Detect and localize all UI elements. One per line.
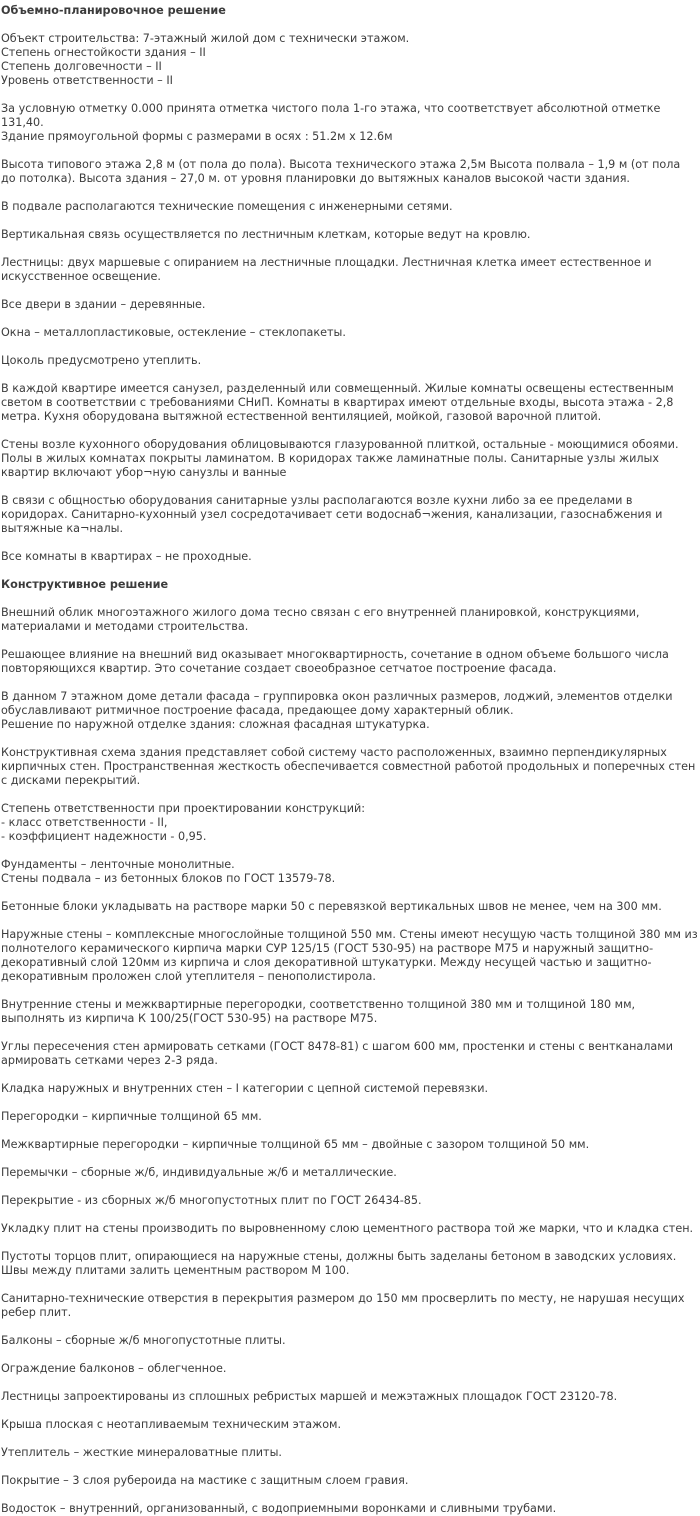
paragraph: Пустоты торцов плит, опирающиеся на наружные стены, должны быть заделаны бетоном в заводских условиях. Швы между плитами залить цементным раствором М 100.: [1, 1250, 677, 1277]
paragraph: Санитарно-технические отверстия в перекрытия размером до 150 мм просверлить по месту, не нарушая несущих ребер плит.: [1, 1292, 685, 1319]
paragraph: Углы пересечения стен армировать сетками (ГОСТ 8478-81) с шагом 600 мм, простенки и стены с вентканалами армировать сетками через 2-3 ряда.: [1, 1040, 673, 1067]
paragraph: Лестницы: двух маршевые с опиранием на лестничные площадки. Лестничная клетка имеет естественное и искусственное освещение.: [1, 256, 652, 283]
paragraph: Цоколь предусмотрено утеплить.: [1, 354, 202, 367]
paragraph: Крыша плоская с неотапливаемым техническим этажом.: [1, 1418, 342, 1431]
paragraph: Стены возле кухонного оборудования облицовываются глазурованной плиткой, остальные - моющимися обоями. Полы в жилых комнатах покрыты ламинатом. В коридорах также ламинатные полы. Санитарные узлы жилых квартир включают убор¬ную санузлы и ванные: [1, 438, 679, 479]
paragraph: Перемычки – сборные ж/б, индивидуальные ж/б и металлические.: [1, 1166, 397, 1179]
paragraph: Все комнаты в квартирах – не проходные.: [1, 550, 252, 563]
paragraph: В данном 7 этажном доме детали фасада – группировка окон различных размеров, лоджий, элементов отделки обуславливают ритмичное построение фасада, предающее дому характерный облик. Решение по наружной отделке здания: сложная фасадная штукатурка.: [1, 690, 673, 731]
paragraph: Наружные стены – комплексные многослойные толщиной 550 мм. Стены имеют несущую часть толщиной 380 мм из полнотелого керамического кирпича марки СУР 125/15 (ГОСТ 530-95) на растворе М75 и наружный защитно-декоративный слой 120мм из кирпича и слоя декоративной штукатурки. Между несущей частью и защитно-декоративным проложен слой утеплителя – пенополистирола.: [1, 928, 698, 983]
paragraph: Степень ответственности при проектировании конструкций: - класс ответственности - II, - коэффициент надежности - 0,95.: [1, 802, 366, 843]
paragraph: Решающее влияние на внешний вид оказывает многоквартирность, сочетание в одном объеме большого числа повторяющихся квартир. Это сочетание создает своеобразное сетчатое построение фасада.: [1, 648, 669, 675]
paragraph: Покрытие – 3 слоя рубероида на мастике с защитным слоем гравия.: [1, 1474, 409, 1487]
paragraph: Бетонные блоки укладывать на растворе марки 50 с перевязкой вертикальных швов не менее, чем на 300 мм.: [1, 900, 662, 913]
paragraph: Ограждение балконов – облегченное.: [1, 1362, 227, 1375]
paragraph: Фундаменты – ленточные монолитные. Стены подвала – из бетонных блоков по ГОСТ 13579-78.: [1, 858, 336, 885]
paragraph: За условную отметку 0.000 принята отметка чистого пола 1-го этажа, что соответствует абсолютной отметке 131,40. Здание прямоугольной формы с размерами в осях : 51.2м х 12.6м: [1, 102, 661, 143]
section-title-structural: Конструктивное решение: [1, 578, 169, 591]
paragraph: В каждой квартире имеется санузел, разделенный или совмещенный. Жилые комнаты освещены естественным светом в соответствии с требованиями СНиП. Комнаты в квартирах имеют отдельные входы, высота этажа - 2,8 метра. Кухня оборудована вытяжной естественной вентиляцией, мойкой, газовой варочной плитой.: [1, 382, 674, 423]
paragraph: Объект строительства: 7-этажный жилой дом с технически этажом. Степень огнестойкости здания – II Степень долговечности – II Уровень ответственности – II: [1, 32, 410, 87]
paragraph: Внешний облик многоэтажного жилого дома тесно связан с его внутренней планировкой, конструкциями, материалами и методами строительства.: [1, 606, 640, 633]
paragraph: Окна – металлопластиковые, остекление – стеклопакеты.: [1, 326, 346, 339]
paragraph: Конструктивная схема здания представляет собой систему часто расположенных, взаимно перпендикулярных кирпичных стен. Пространственная жесткость обеспечивается совместной работой продольных и поперечных стен с дисками перекрытий.: [1, 746, 696, 787]
paragraph: Межквартирные перегородки – кирпичные толщиной 65 мм – двойные с зазором толщиной 50 мм.: [1, 1138, 590, 1151]
paragraph: Внутренние стены и межквартирные перегородки, соответственно толщиной 380 мм и толщиной 180 мм, выполнять из кирпича К 100/25(ГОСТ 530-95) на растворе М75.: [1, 998, 636, 1025]
paragraph: Все двери в здании – деревянные.: [1, 298, 206, 311]
paragraph: Кладка наружных и внутренних стен – I категории с цепной системой перевязки.: [1, 1082, 489, 1095]
paragraph: Высота типового этажа 2,8 м (от пола до пола). Высота технического этажа 2,5м Высота полвала – 1,9 м (от пола до потолка). Высота здания – 27,0 м. от уровня планировки до вытяжных каналов высокой части здания.: [1, 158, 681, 185]
section-title-planning: Объемно-планировочное решение: [1, 4, 226, 17]
paragraph: В подвале располагаются технические помещения с инженерными сетями.: [1, 200, 453, 213]
paragraph: Перекрытие - из сборных ж/б многопустотных плит по ГОСТ 26434-85.: [1, 1194, 422, 1207]
paragraph: Водосток – внутренний, организованный, с водоприемными воронками и сливными трубами.: [1, 1502, 557, 1515]
paragraph: Перегородки – кирпичные толщиной 65 мм.: [1, 1110, 262, 1123]
paragraph: Вертикальная связь осуществляется по лестничным клеткам, которые ведут на кровлю.: [1, 228, 531, 241]
paragraph: Утеплитель – жесткие минераловатные плиты.: [1, 1446, 282, 1459]
paragraph: Балконы – сборные ж/б многопустотные плиты.: [1, 1334, 286, 1347]
paragraph: В связи с общностью оборудования санитарные узлы располагаются возле кухни либо за ее пределами в коридорах. Санитарно-кухонный узел сосредотачивает сети водоснаб¬жения, канализации, газоснабжения и вытяжные ка¬налы.: [1, 494, 663, 535]
paragraph: Укладку плит на стены производить по выровненному слою цементного раствора той же марки, что и кладка стен.: [1, 1222, 694, 1235]
paragraph: Лестницы запроектированы из сплошных ребристых маршей и межэтажных площадок ГОСТ 23120-78.: [1, 1390, 618, 1403]
